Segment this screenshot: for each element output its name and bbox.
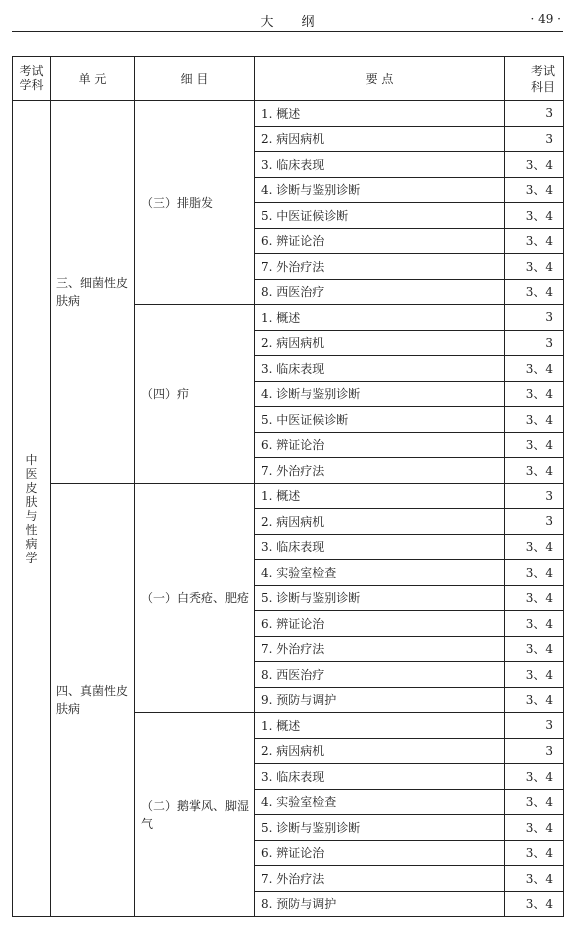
level-cell: 3	[505, 305, 564, 331]
point-cell: 6. 辨证论治	[255, 228, 505, 254]
level-cell: 3、4	[505, 636, 564, 662]
item-cell: （二）鹅掌风、脚湿气	[135, 713, 255, 917]
level-cell: 3、4	[505, 534, 564, 560]
point-cell: 9. 预防与调护	[255, 687, 505, 713]
point-cell: 5. 中医证候诊断	[255, 407, 505, 433]
point-cell: 3. 临床表现	[255, 764, 505, 790]
subject-cell: 中医皮肤与性病学	[13, 101, 51, 917]
point-cell: 4. 实验室检查	[255, 789, 505, 815]
level-cell: 3、4	[505, 228, 564, 254]
level-cell: 3、4	[505, 152, 564, 178]
point-cell: 2. 病因病机	[255, 126, 505, 152]
level-cell: 3	[505, 483, 564, 509]
level-cell: 3、4	[505, 891, 564, 917]
point-cell: 2. 病因病机	[255, 330, 505, 356]
level-cell: 3	[505, 126, 564, 152]
level-cell: 3、4	[505, 764, 564, 790]
level-cell: 3、4	[505, 177, 564, 203]
syllabus-table	[12, 56, 564, 917]
level-cell: 3	[505, 738, 564, 764]
point-cell: 7. 外治疗法	[255, 636, 505, 662]
unit-cell: 四、真菌性皮肤病	[51, 483, 135, 917]
header-subject: 考试学科	[13, 57, 51, 101]
level-cell: 3	[505, 330, 564, 356]
level-cell: 3、4	[505, 381, 564, 407]
header-divider	[12, 31, 563, 32]
table-header-row	[13, 57, 564, 101]
level-cell: 3、4	[505, 203, 564, 229]
point-cell: 3. 临床表现	[255, 534, 505, 560]
header-level: 考试科目	[505, 57, 564, 101]
level-cell: 3、4	[505, 407, 564, 433]
page-title: 大纲	[260, 15, 343, 30]
point-cell: 6. 辨证论治	[255, 840, 505, 866]
level-cell: 3、4	[505, 585, 564, 611]
header-point: 要 点	[255, 57, 505, 101]
level-cell: 3、4	[505, 560, 564, 586]
level-cell: 3、4	[505, 279, 564, 305]
point-cell: 6. 辨证论治	[255, 432, 505, 458]
item-cell: （四）疖	[135, 305, 255, 484]
level-cell: 3	[505, 509, 564, 535]
point-cell: 1. 概述	[255, 101, 505, 127]
point-cell: 2. 病因病机	[255, 509, 505, 535]
level-cell: 3、4	[505, 254, 564, 280]
point-cell: 3. 临床表现	[255, 356, 505, 382]
level-cell: 3、4	[505, 815, 564, 841]
point-cell: 7. 外治疗法	[255, 254, 505, 280]
level-cell: 3	[505, 713, 564, 739]
header-unit: 单 元	[51, 57, 135, 101]
point-cell: 7. 外治疗法	[255, 866, 505, 892]
point-cell: 5. 中医证候诊断	[255, 203, 505, 229]
point-cell: 6. 辨证论治	[255, 611, 505, 637]
point-cell: 1. 概述	[255, 483, 505, 509]
syllabus-table-body	[13, 57, 564, 917]
point-cell: 1. 概述	[255, 305, 505, 331]
point-cell: 4. 实验室检查	[255, 560, 505, 586]
table-row	[13, 101, 564, 127]
level-cell: 3	[505, 101, 564, 127]
level-cell: 3、4	[505, 662, 564, 688]
point-cell: 4. 诊断与鉴别诊断	[255, 177, 505, 203]
header-item: 细 目	[135, 57, 255, 101]
table-row	[13, 483, 564, 509]
level-cell: 3、4	[505, 432, 564, 458]
page-number: · 49 ·	[530, 12, 561, 26]
level-cell: 3、4	[505, 458, 564, 484]
item-cell: （一）白秃疮、肥疮	[135, 483, 255, 713]
point-cell: 7. 外治疗法	[255, 458, 505, 484]
point-cell: 2. 病因病机	[255, 738, 505, 764]
level-cell: 3、4	[505, 356, 564, 382]
point-cell: 1. 概述	[255, 713, 505, 739]
point-cell: 8. 预防与调护	[255, 891, 505, 917]
item-cell: （三）排脂发	[135, 101, 255, 305]
point-cell: 5. 诊断与鉴别诊断	[255, 585, 505, 611]
level-cell: 3、4	[505, 866, 564, 892]
point-cell: 8. 西医治疗	[255, 279, 505, 305]
point-cell: 4. 诊断与鉴别诊断	[255, 381, 505, 407]
level-cell: 3、4	[505, 687, 564, 713]
point-cell: 8. 西医治疗	[255, 662, 505, 688]
level-cell: 3、4	[505, 789, 564, 815]
level-cell: 3、4	[505, 611, 564, 637]
point-cell: 3. 临床表现	[255, 152, 505, 178]
point-cell: 5. 诊断与鉴别诊断	[255, 815, 505, 841]
level-cell: 3、4	[505, 840, 564, 866]
unit-cell: 三、细菌性皮肤病	[51, 101, 135, 484]
